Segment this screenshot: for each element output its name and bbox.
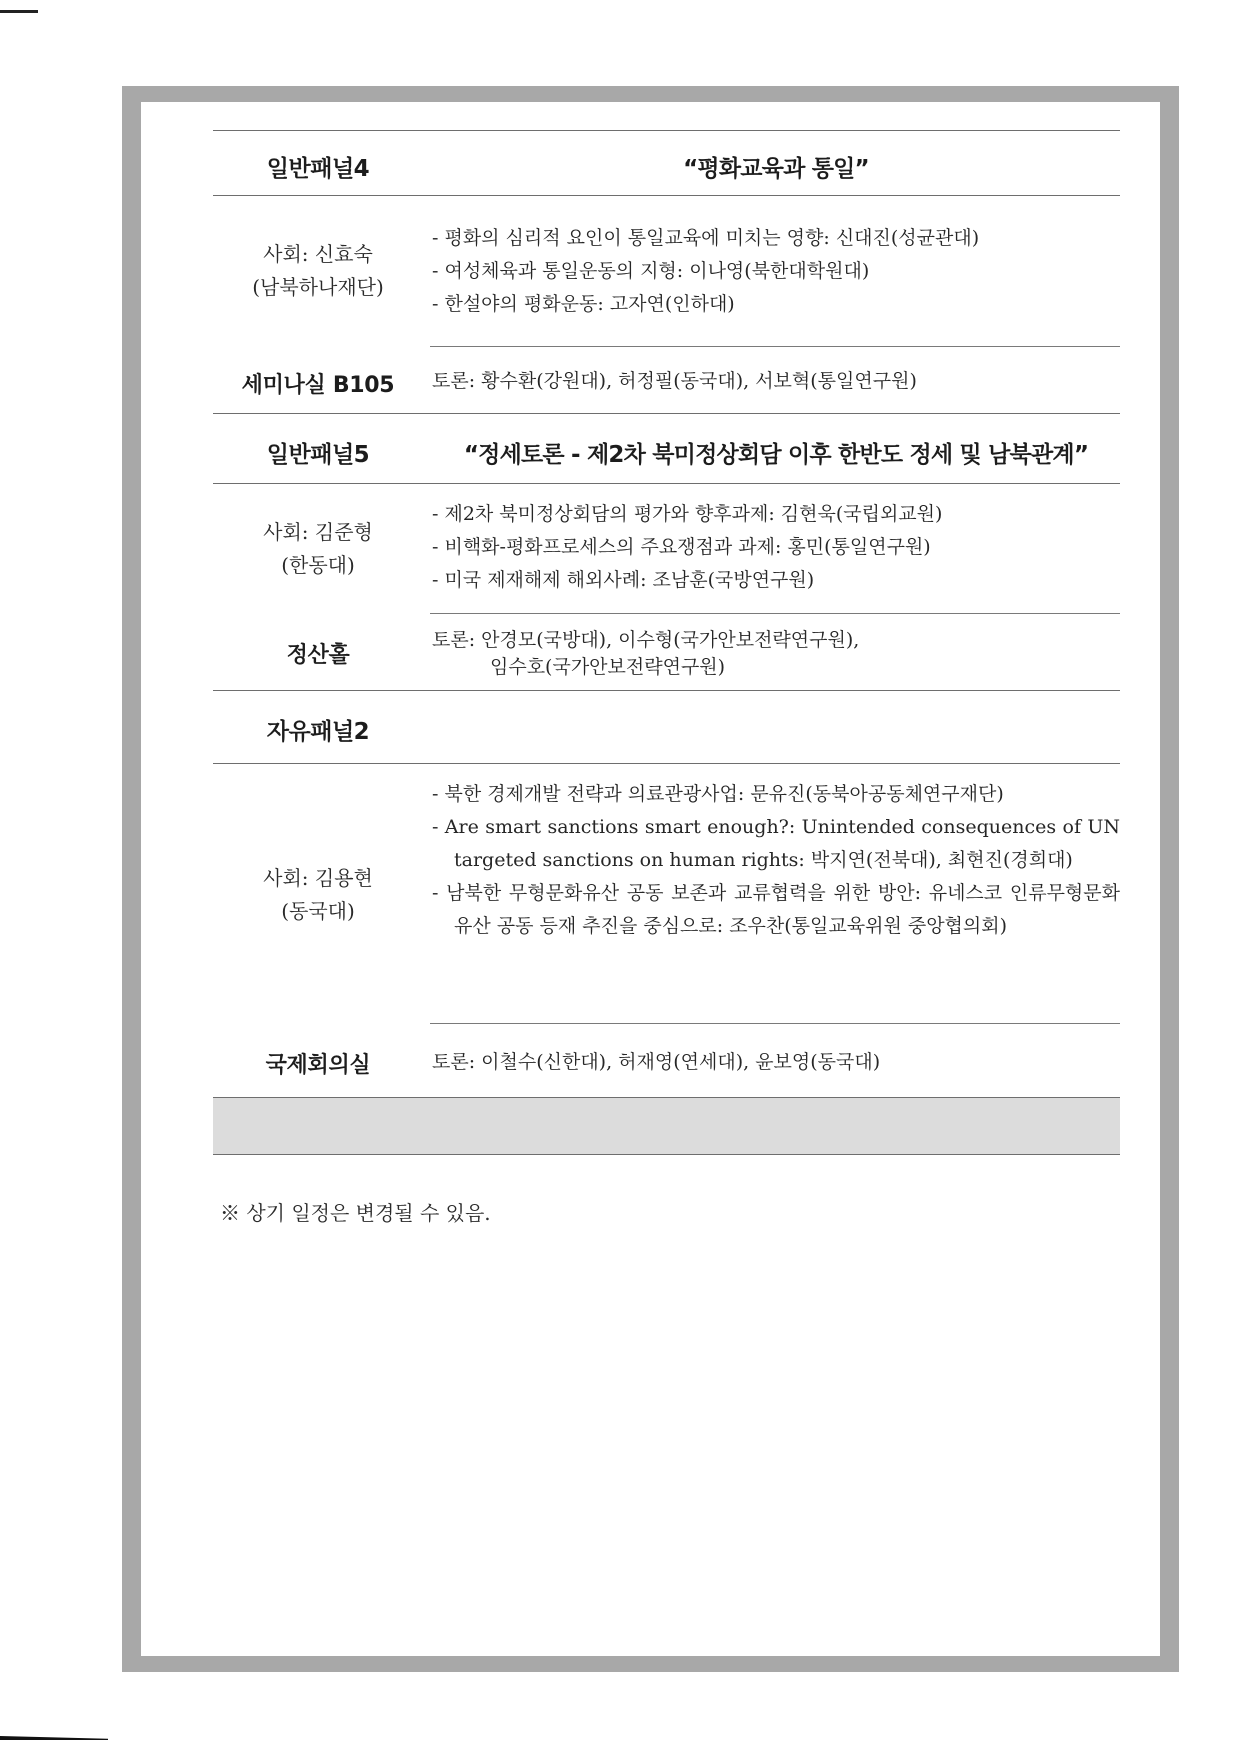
talk-item: - Are smart sanctions smart enough?: Unintended consequences of UN targeted sanctions on human rights: 박지연(전북대), 최현진(경희대) <box>432 816 1120 871</box>
discussion-text-continued: 임수호(국가안보전략연구원) <box>490 656 726 678</box>
talk-item: - 미국 제재해제 해외사례: 조남훈(국방연구원) <box>432 569 815 591</box>
talk-item: - 남북한 무형문화유산 공동 보존과 교류협력을 위한 방안: 유네스코 인류무형문화유산 공동 등재 추진을 중심으로: 조우찬(통일교육위원 중앙협의회) <box>432 882 1120 937</box>
moderator-name: 사회: 신효숙 <box>263 242 373 266</box>
schedule-footnote: ※ 상기 일정은 변경될 수 있음. <box>220 1201 491 1225</box>
room-name: 세미나실 B105 <box>241 373 395 398</box>
panel-title: “정세토론 - 제2차 북미정상회담 이후 한반도 정세 및 남북관계” <box>463 442 1089 468</box>
panel-title: “평화교육과 통일” <box>683 156 869 182</box>
moderator-name: 사회: 김용현 <box>263 866 373 890</box>
divider <box>430 613 1120 614</box>
discussion <box>432 368 1120 395</box>
divider <box>213 483 1120 484</box>
talk-list <box>432 498 1120 597</box>
moderator-block <box>213 862 423 928</box>
room-name: 정산홀 <box>286 643 350 668</box>
scan-artifact-top <box>0 10 38 13</box>
divider <box>430 346 1120 347</box>
panel-label: 자유패널2 <box>266 719 370 745</box>
moderator-affiliation: (남북하나재단) <box>252 275 384 299</box>
talk-item: - 평화의 심리적 요인이 통일교육에 미치는 영향: 신대진(성균관대) <box>432 227 980 249</box>
moderator-name: 사회: 김준형 <box>263 520 373 544</box>
scan-artifact-bottom <box>0 1736 108 1740</box>
moderator-affiliation: (한동대) <box>281 553 355 577</box>
empty-shaded-row <box>213 1098 1120 1154</box>
discussion-text: 토론: 황수환(강원대), 허정필(동국대), 서보혁(통일연구원) <box>432 370 917 392</box>
divider <box>213 763 1120 764</box>
talk-item: - 한설야의 평화운동: 고자연(인하대) <box>432 293 735 315</box>
talk-item: - 비핵화-평화프로세스의 주요쟁점과 과제: 홍민(통일연구원) <box>432 536 931 558</box>
discussion-text: 토론: 안경모(국방대), 이수형(국가안보전략연구원), <box>432 629 860 651</box>
moderator-block <box>213 238 423 304</box>
talk-item: - 제2차 북미정상회담의 평가와 향후과제: 김현욱(국립외교원) <box>432 503 943 525</box>
panel-label: 일반패널5 <box>266 442 370 468</box>
divider <box>430 1023 1120 1024</box>
divider <box>213 690 1120 691</box>
discussion <box>432 627 1120 681</box>
panel-label: 일반패널4 <box>266 156 370 182</box>
divider <box>213 130 1120 131</box>
talk-list <box>432 778 1120 943</box>
talk-item: - 여성체육과 통일운동의 지형: 이나영(북한대학원대) <box>432 260 870 282</box>
discussion-text: 토론: 이철수(신한대), 허재영(연세대), 윤보영(동국대) <box>432 1051 881 1073</box>
moderator-affiliation: (동국대) <box>281 899 355 923</box>
talk-item: - 북한 경제개발 전략과 의료관광사업: 문유진(동북아공동체연구재단) <box>432 783 1004 805</box>
discussion <box>432 1049 1120 1076</box>
divider <box>213 1154 1120 1155</box>
room-name: 국제회의실 <box>265 1053 371 1078</box>
moderator-block <box>213 516 423 582</box>
talk-list <box>432 222 1120 321</box>
divider <box>213 413 1120 414</box>
divider <box>213 195 1120 196</box>
